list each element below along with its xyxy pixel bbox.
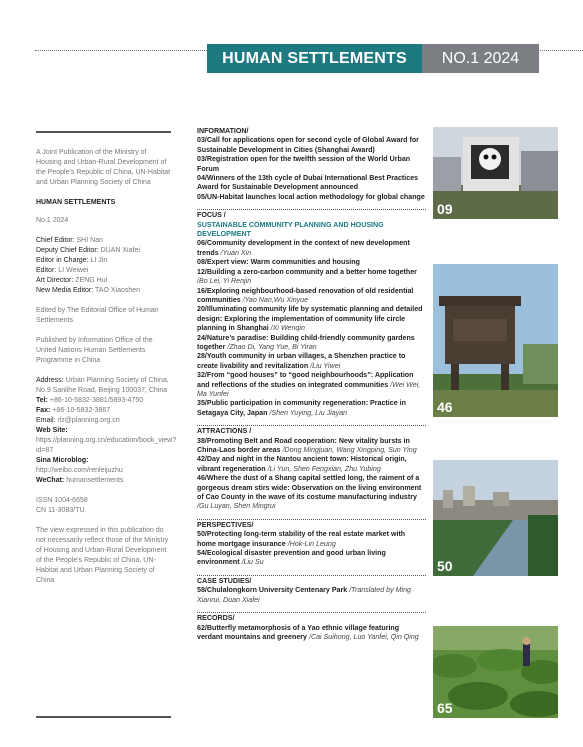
new-media-editor-label: New Media Editor: (36, 287, 94, 294)
toc-entry-title: 32/From “good houses” to “good neighbourhoods”: Application and reflections of the studies on integrated communities (197, 371, 414, 389)
toc-entry-title: 28/Youth community in urban villages, a Shenzhen practice to create livability and revitalization (197, 352, 406, 370)
section-rule (197, 425, 426, 426)
staff-list (36, 236, 172, 296)
website-label: Web Site: (36, 427, 68, 434)
microblog-label: Sina Microblog: (36, 457, 89, 464)
chief-editor-label: Chief Editor: (36, 237, 75, 244)
toc-entry[interactable] (197, 352, 426, 371)
toc-entry-title: 50/Protecting long-term stability of the real estate market with home mortgage insurance (197, 530, 406, 548)
toc-entry-author: /Zhao Di, Yang Yue, Bi Yiran (227, 342, 317, 351)
toc-entry[interactable] (197, 193, 426, 202)
toc-entry-author: /Hok-Lin Leung (287, 539, 336, 548)
website-link[interactable]: https://planning.org.cn/education/book_view? id=87 (36, 437, 177, 454)
toc-entry[interactable] (197, 437, 426, 456)
toc-entry-title: 38/Promoting Belt and Road cooperation: New vitality bursts in China-Laos border areas (197, 436, 410, 454)
toc-section-subtitle: SUSTAINABLE COMMUNITY PLANNING AND HOUSING DEVELOPMENT (197, 220, 384, 239)
toc-entry-title: 03/Call for applications open for second cycle of Global Award for Sustainable Development in Cities (Shanghai Award) (197, 136, 419, 154)
publication-intro: A Joint Publication of the Ministry of Housing and Urban-Rural Development of the People’s Republic of China, UN-Habitat and Urban Planning Society of China (36, 149, 171, 186)
toc-entry[interactable] (197, 371, 426, 399)
wechat-label: WeChat: (36, 477, 65, 484)
disclaimer: The view expressed in this publication do not necessarily reflect those of the Ministry of Housing and Urban-Rural Development of the People’s Republic of China, UN-Habitat and Urban Planning Society of China (36, 527, 169, 584)
section-gap (197, 605, 426, 610)
section-rule (197, 612, 426, 613)
issn: ISSN 1004-6658 (36, 497, 88, 504)
editor-label: Editor: (36, 267, 57, 274)
toc-section-heading: FOCUS / (197, 211, 226, 220)
deputy-editor-name: DUAN Xiafei (100, 247, 140, 254)
page-number-50: 50 (437, 558, 453, 574)
toc-entry[interactable] (197, 136, 426, 155)
art-director-label: Art Director: (36, 277, 74, 284)
photo-tea-plantation (433, 626, 558, 718)
fax-value: +86-10-5832-3867 (52, 407, 111, 414)
section-rule (197, 575, 426, 576)
toc-entry-title: 46/Where the dust of a Shang capital settled long, the raiment of a gorgeous dream stirs wide: Observation on the living environment of Cao County in the wave of its costume manufacturing industry (197, 474, 422, 502)
toc-entry[interactable] (197, 549, 426, 568)
toc-entry-title: 54/Ecological disaster prevention and good urban living environment (197, 549, 386, 567)
editor-name: LI Weiwei (58, 267, 89, 274)
toc-entry-author: /Li Yun, Shen Fengxian, Zhu Yubing (267, 464, 381, 473)
deputy-editor-label: Deputy Chief Editor: (36, 247, 99, 254)
tel-label: Tel: (36, 397, 48, 404)
toc-entry[interactable] (197, 530, 426, 549)
photo-panda-mural (433, 127, 558, 219)
toc-entry-title: 20/Illuminating community life by systematic planning and detailed design: Exploring the implementation of community life circle planning in Shanghai (197, 305, 423, 333)
toc-entry[interactable] (197, 455, 426, 474)
tel-value: +86-10-5832-3881/5893-4750 (49, 397, 144, 404)
toc-entry-author: /Cai Suihong, Luo Yanfei, Qin Qing (308, 632, 419, 641)
address-value: Urban Planning Society of China, No.9 Sanlihe Road, Beijing 100037, China (36, 377, 169, 394)
issue-number: NO.1 2024 (422, 44, 539, 73)
toc-entry-title: 62/Butterfly metamorphosis of a Yao ethnic village featuring verdant mountains and greenery (197, 623, 400, 641)
toc-entry-author: /Xi Wenqin (270, 324, 305, 333)
page-number-46: 46 (437, 399, 453, 415)
toc-entry-title: 06/Community development in the context of new development trends (197, 239, 410, 257)
toc-entry-title: 12/Building a zero-carbon community and a better home together (197, 267, 417, 276)
publication-issue: No.1 2024 (36, 217, 69, 224)
left-bottom-rule (36, 716, 171, 718)
toc-entry-title: 58/Chulalongkorn University Centenary Park (197, 586, 348, 595)
chief-editor-name: SHI Nan (76, 237, 103, 244)
section-gap (197, 568, 426, 573)
masthead-column (36, 148, 177, 596)
art-director-name: ZENG Hui (75, 277, 108, 284)
page-number-09: 09 (437, 201, 453, 217)
toc-entry[interactable] (197, 174, 426, 193)
toc-entry[interactable] (197, 305, 426, 333)
issn-block (36, 496, 172, 516)
toc-section-heading: CASE STUDIES/ (197, 576, 252, 585)
editor-in-charge-name: LI Jin (90, 257, 108, 264)
toc-entry-author: /Translated by Ming Xianrui, Duan Xiafei (197, 586, 411, 604)
toc-entry-author: /Yuan Xin (220, 248, 252, 257)
section-gap (197, 418, 426, 423)
photo-bronze-monument (433, 264, 558, 417)
toc-section-heading: ATTRACTIONS / (197, 427, 252, 436)
table-of-contents (197, 127, 426, 642)
toc-entry-author: /Wei Wei, Ma Yunfei (197, 380, 421, 398)
toc-entry[interactable] (197, 586, 426, 605)
left-top-rule (36, 131, 171, 133)
toc-entry-author: /Gu Luyan, Shen Mingrui (197, 502, 276, 511)
toc-entry-title: 05/UN-Habitat launches local action methodology for global change (197, 192, 425, 201)
address-label: Address: (36, 377, 64, 384)
toc-entry[interactable] (197, 239, 426, 258)
email-link[interactable]: rlz@planning.org.cn (57, 417, 120, 424)
toc-entry-author: /Liu Su (241, 558, 264, 567)
section-rule (197, 519, 426, 520)
published-by: Published by Information Office of the United Nations Human Settlements Programme in China (36, 337, 153, 364)
photo-riverside-town (433, 460, 558, 576)
toc-entry[interactable] (197, 155, 426, 174)
toc-entry[interactable] (197, 258, 426, 267)
toc-entry-title: 42/Day and night in the Nantou ancient town: Historical origin, vibrant regeneration (197, 455, 407, 473)
microblog-link[interactable]: http://weibo.com/renleijuzhu (36, 467, 123, 474)
toc-entry-author: /Yao Nan,Wu Xinyue (242, 295, 309, 304)
toc-entry-title: 04/Winners of the 13th cycle of Dubai International Best Practices Award for Sustainable Development announced (197, 174, 419, 192)
toc-entry-author: /Shen Yuying, Liu Jiayan (269, 408, 348, 417)
toc-entry[interactable] (197, 268, 426, 287)
toc-entry-title: 16/Exploring neighbourhood-based renovation of old residential communities (197, 286, 414, 304)
email-label: Email: (36, 417, 56, 424)
toc-entry[interactable] (197, 334, 426, 353)
new-media-editor-name: TAO Xiaoshen (95, 287, 141, 294)
toc-entry-title: 08/Expert view: Warm communities and housing (197, 258, 360, 267)
editor-in-charge-label: Editor in Charge: (36, 257, 89, 264)
edited-by: Edited by The Editorial Office of Human Settlements (36, 307, 159, 324)
cn-number: CN 11-3083/TU (36, 507, 85, 514)
wechat-value: humansettlements (66, 477, 124, 484)
toc-entry[interactable] (197, 399, 426, 418)
section-gap (197, 202, 426, 207)
toc-section-heading: INFORMATION/ (197, 127, 249, 135)
fax-label: Fax: (36, 407, 51, 414)
page-number-65: 65 (437, 700, 453, 716)
toc-entry-title: 03/Registration open for the twelfth session of the World Urban Forum (197, 155, 411, 173)
toc-entry-author: /Dong Mingjuan, Wang Xingping, Sun Ying (282, 446, 417, 454)
toc-section-heading: RECORDS/ (197, 614, 235, 623)
toc-entry[interactable] (197, 474, 426, 512)
publication-name: HUMAN SETTLEMENTS (36, 199, 116, 206)
toc-entry-author: /Liu Yiwei (310, 361, 341, 370)
magazine-title: HUMAN SETTLEMENTS (207, 44, 422, 73)
section-rule (197, 209, 426, 210)
toc-entry[interactable] (197, 624, 426, 643)
toc-entry-author: /Bo Lei, Yi Renjin (197, 277, 252, 286)
section-gap (197, 512, 426, 517)
toc-entry[interactable] (197, 287, 426, 306)
toc-section-heading: PERSPECTIVES/ (197, 520, 254, 529)
toc-entry-title: 24/Nature’s paradise: Building child-friendly community gardens together (197, 333, 415, 351)
contact-list (36, 376, 177, 486)
toc-entry-title: 35/Public participation in community regeneration: Practice in Setagaya City, Japan (197, 399, 406, 417)
